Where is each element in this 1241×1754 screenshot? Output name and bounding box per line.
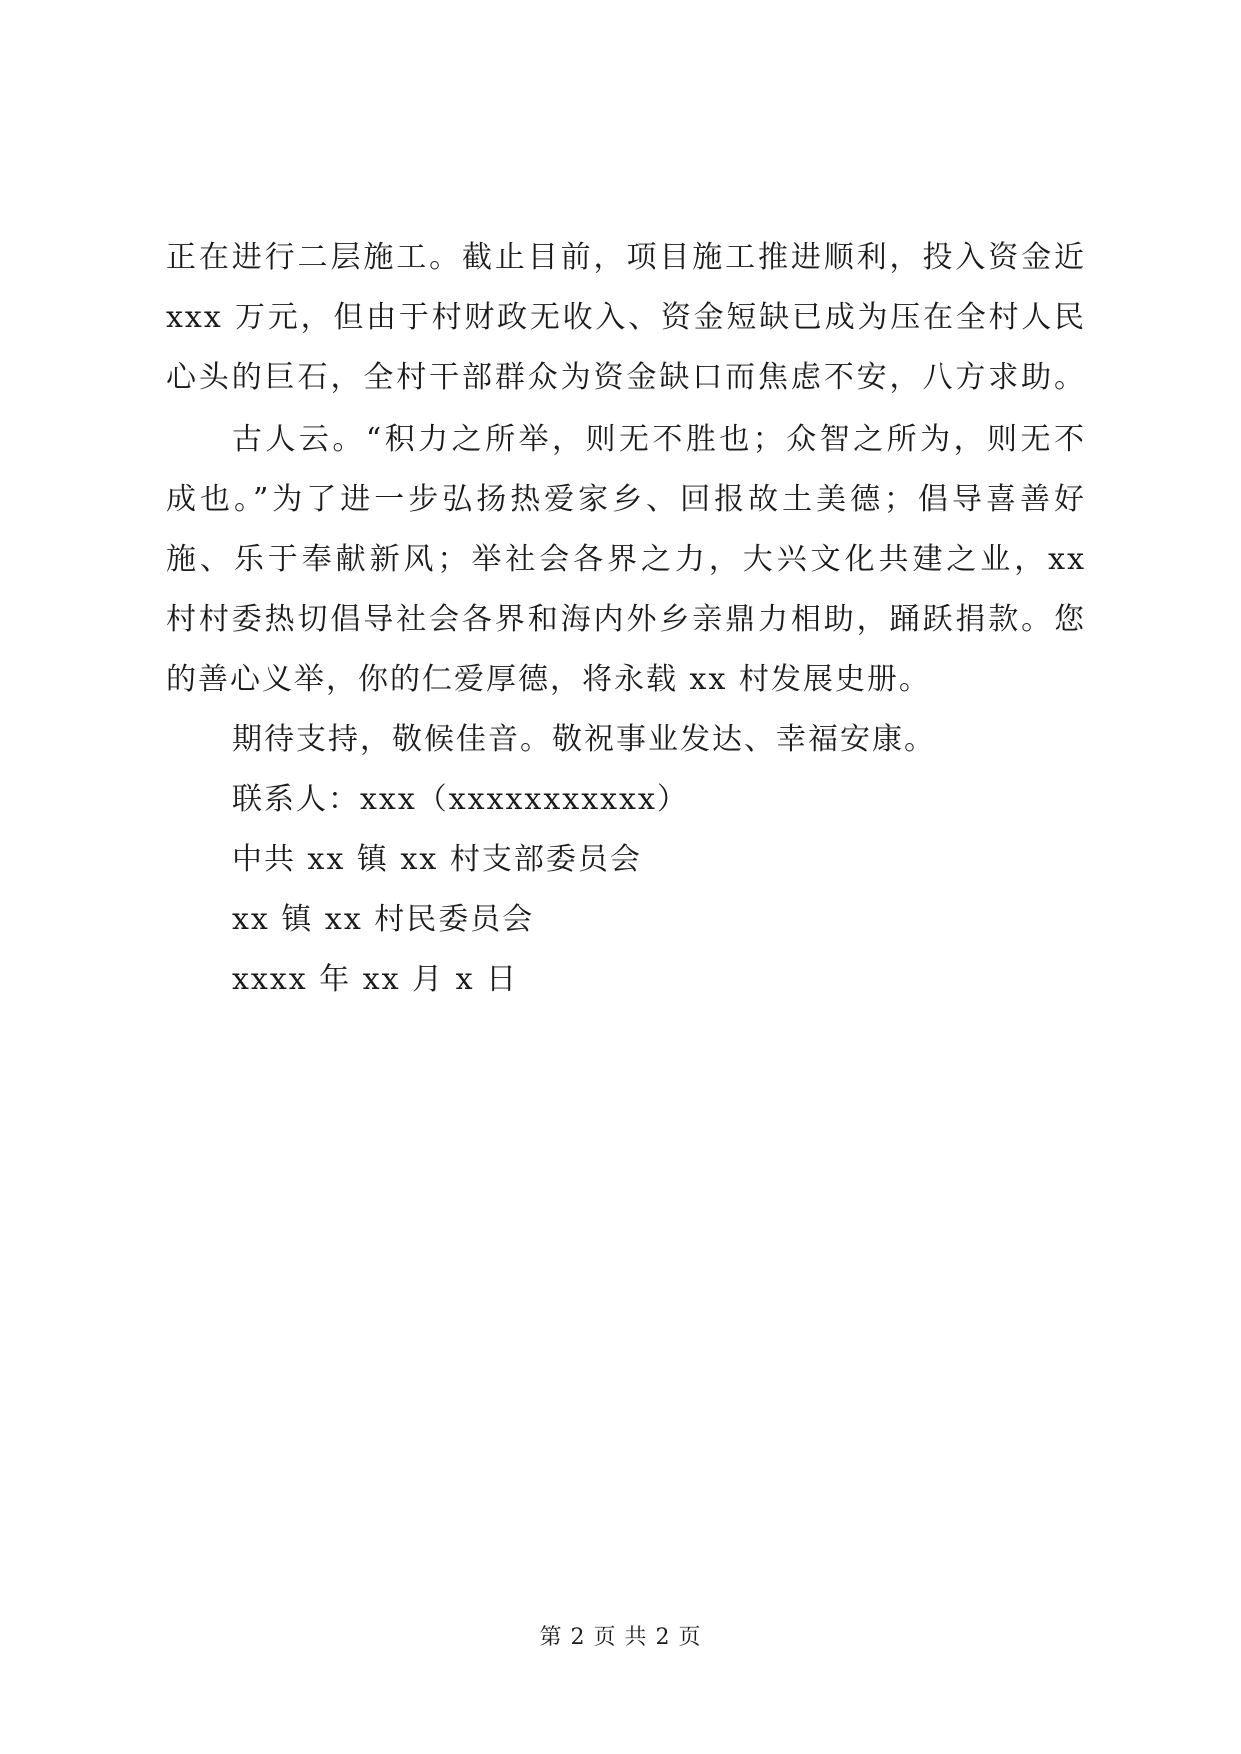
page-number: 第 2 页 共 2 页 xyxy=(539,1625,702,1650)
paragraph-line: 施、乐于奉献新风；举社会各界之力，大兴文化共建之业，xx xyxy=(166,542,1086,577)
paragraph-line: 心头的巨石，全村干部群众为资金缺口而焦虑不安，八方求助。 xyxy=(166,360,1086,395)
paragraph-line: 正在进行二层施工。截止目前，项目施工推进顺利，投入资金近 xyxy=(166,240,1086,275)
paragraph-line: xxx 万元，但由于村财政无收入、资金短缺已成为压在全村人民 xyxy=(166,300,1086,335)
signature-party-branch: 中共 xx 镇 xx 村支部委员会 xyxy=(232,842,642,877)
paragraph-line: 成也。”为了进一步弘扬热爱家乡、回报故土美德；倡导喜善好 xyxy=(166,482,1086,517)
paragraph-2 xyxy=(166,410,1086,710)
paragraph-line: 古人云。“积力之所举，则无不胜也；众智之所为，则无不 xyxy=(232,422,1086,457)
paragraph-line: 村村委热切倡导社会各界和海内外乡亲鼎力相助，踊跃捐款。您 xyxy=(166,602,1086,637)
date-line: xxxx 年 xx 月 x 日 xyxy=(232,962,519,997)
paragraph-line: 的善心义举，你的仁爱厚德，将永载 xx 村发展史册。 xyxy=(166,662,931,697)
paragraph-1 xyxy=(166,228,1086,408)
document-body xyxy=(166,228,1086,1010)
closing-line: 期待支持，敬候佳音。敬祝事业发达、幸福安康。 xyxy=(232,722,936,757)
signature-village-committee: xx 镇 xx 村民委员会 xyxy=(232,902,535,937)
contact-line: 联系人：xxx（xxxxxxxxxxx） xyxy=(232,782,689,817)
page-footer xyxy=(0,1620,1241,1651)
